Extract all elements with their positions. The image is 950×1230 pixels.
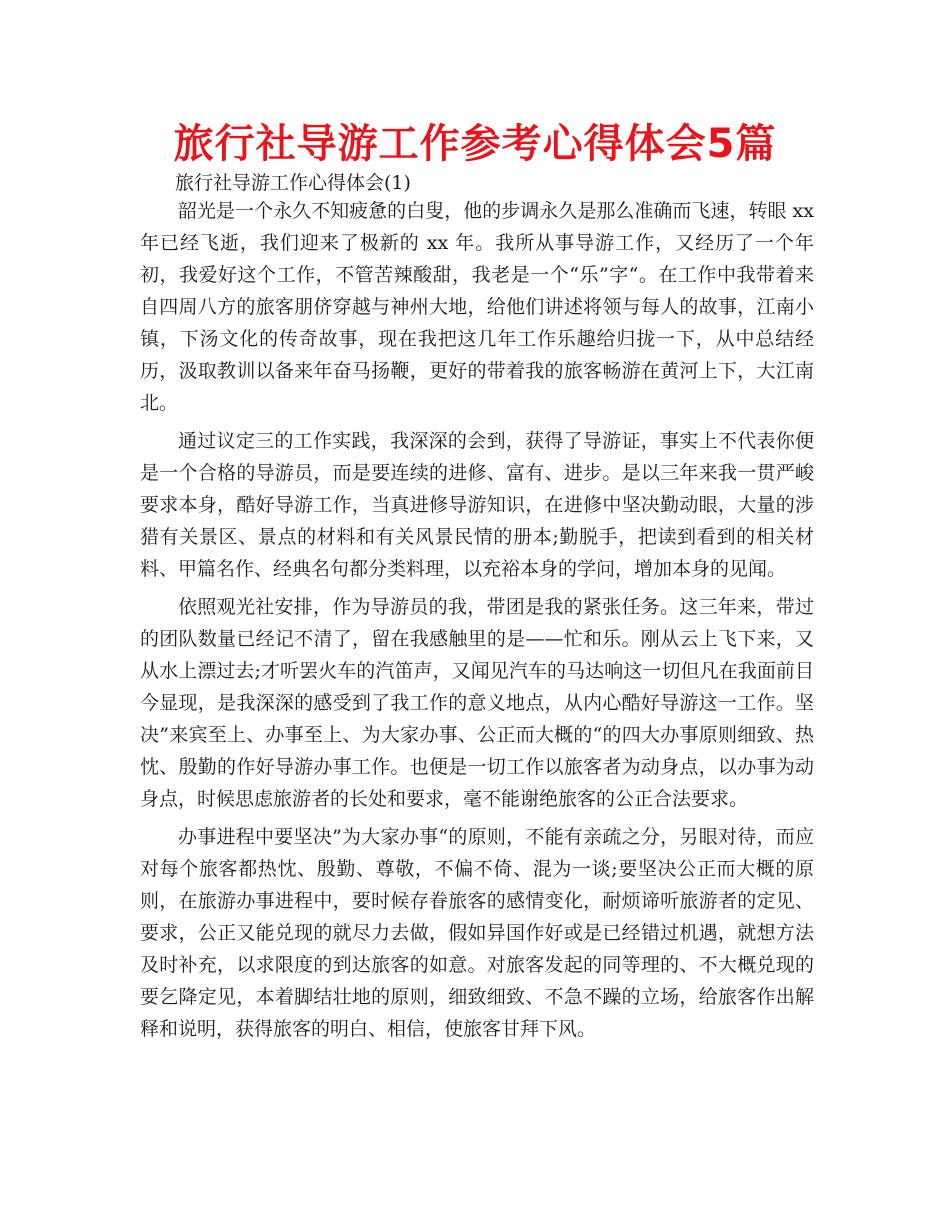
paragraph-4: 办事进程中要坚决”为大家办事“的原则，不能有亲疏之分，另眼对待，而应对每个旅客都热忱、殷勤、尊敬，不偏不倚、混为一谈;要坚决公正而大概的原则，在旅游办事进程中，要时候存眷旅客的感情变化，耐烦谛听旅游者的定见、要求，公正又能兑现的就尽力去做，假如异国作好或是已经错过机遇，就想方法及时补充，以求限度的到达旅客的如意。对旅客发起的同等理的、不大概兑现的要乞降定见，本着脚结壮地的原则，细致细致、不急不躁的立场，给旅客作出解释和说明，获得旅客的明白、相信，使旅客甘拜下风。 bbox=[140, 826, 814, 1040]
paragraph-1: 韶光是一个永久不知疲惫的白叟，他的步调永久是那么准确而飞速，转眼 xx 年已经飞逝，我们迎来了极新的 xx 年。我所从事导游工作，又经历了一个年初，我爱好这个工作，不管苦辣酸甜，我老是一个“乐”字“。在工作中我带着来自四周八方的旅客朋侪穿越与神州大地，给他们讲述将领与每人的故事，江南小镇，下汤文化的传奇故事，现在我把这几年工作乐趣给归拢一下，从中总结经历，汲取教训以备来年奋马扬鞭，更好的带着我的旅客畅游在黄河上下，大江南北。 bbox=[140, 200, 814, 414]
paragraph-3: 依照观光社安排，作为导游员的我，带团是我的紧张任务。这三年来，带过的团队数量已经记不清了，留在我感触里的是——忙和乐。刚从云上飞下来，又从水上漂过去;才听罢火车的汽笛声，又闻见汽车的马达响这一切但凡在我面前目今显现，是我深深的感受到了我工作的意义地点，从内心酷好导游这一工作。坚决”来宾至上、办事至上、为大家办事、公正而大概的“的四大办事原则细致、热忱、殷勤的作好导游办事工作。也便是一切工作以旅客者为动身点，以办事为动身点，时候思虑旅游者的长处和要求，毫不能谢绝旅客的公正合法要求。 bbox=[140, 596, 814, 810]
paragraph-2: 通过议定三的工作实践，我深深的会到，获得了导游证，事实上不代表你便是一个合格的导游员，而是要连续的进修、富有、进步。是以三年来我一贯严峻要求本身，酷好导游工作，当真进修导游知识，在进修中坚决勤动眼，大量的涉猎有关景区、景点的材料和有关风景民情的册本;勤脱手，把读到看到的相关材料、甲篇名作、经典名句都分类料理，以充裕本身的学问，增加本身的见闻。 bbox=[140, 430, 814, 580]
document-title: 旅行社导游工作参考心得体会5篇 bbox=[173, 121, 777, 167]
section-subtitle: 旅行社导游工作心得体会(1) bbox=[175, 172, 411, 194]
document-body bbox=[140, 195, 814, 1051]
